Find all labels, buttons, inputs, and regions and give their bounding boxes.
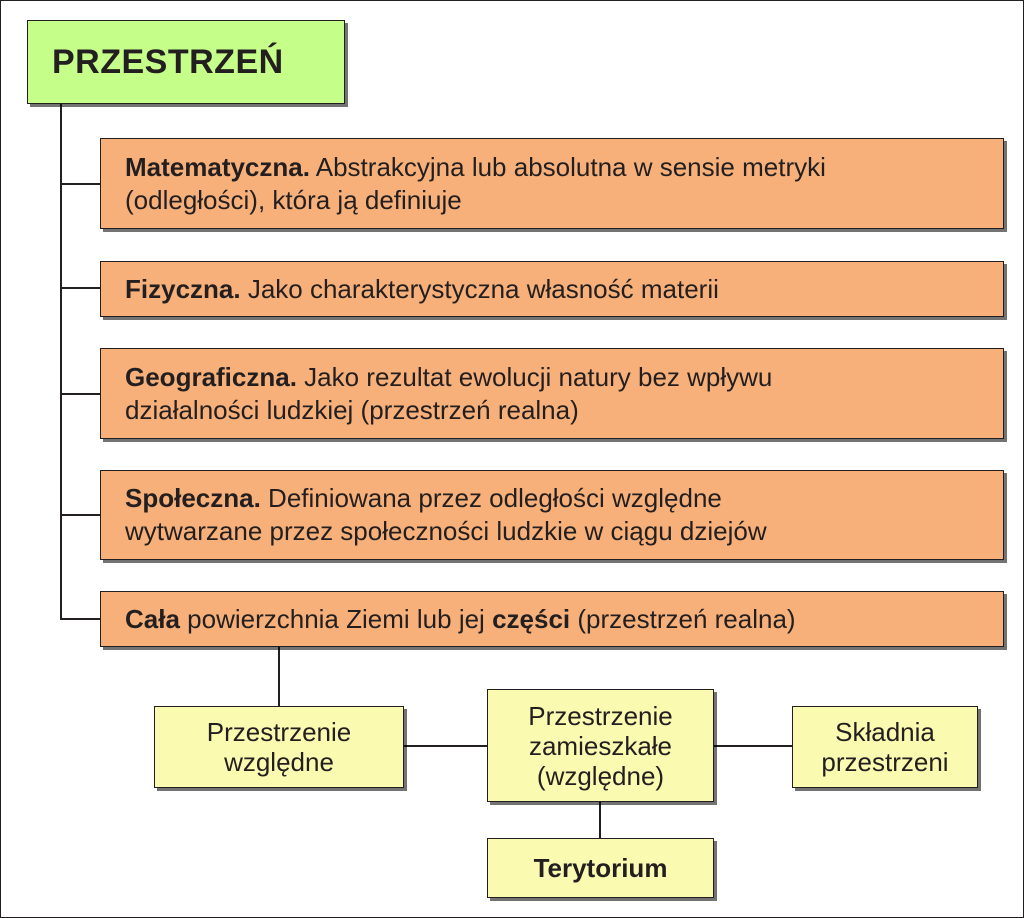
connector-earth-to-relative xyxy=(278,647,280,707)
components-line2: przestrzeni xyxy=(821,747,949,777)
title-text: PRZESTRZEŃ xyxy=(52,42,284,81)
connector-cala xyxy=(60,618,100,620)
category-desc-line1: Abstrakcyjna lub absolutna w sensie metryki xyxy=(309,151,826,182)
inhabited-line2: zamieszkałe xyxy=(528,730,673,761)
category-name: Matematyczna. xyxy=(125,151,310,182)
connector-geograficzna xyxy=(60,393,100,395)
connector-inhabited-to-territory xyxy=(599,802,601,839)
category-fizyczna xyxy=(100,261,1004,317)
territory-box xyxy=(487,838,714,898)
title-box xyxy=(27,20,345,104)
category-desc-line2: wytwarzane przez społeczności ludzkie w ciągu dziejów xyxy=(125,516,767,546)
earth-text-1: powierzchnia Ziemi lub jej xyxy=(179,603,493,634)
category-cala-powierzchnia xyxy=(100,591,1004,647)
category-spoleczna xyxy=(100,470,1004,560)
relative-line2: względne xyxy=(224,747,334,777)
category-name: Geograficzna. xyxy=(125,361,297,392)
category-matematyczna xyxy=(100,138,1004,229)
category-desc-line1: Jako charakterystyczna własność materii xyxy=(240,273,719,304)
inhabited-line1: Przestrzenie xyxy=(528,700,673,731)
category-geograficzna xyxy=(100,348,1004,439)
space-components-box xyxy=(792,706,978,788)
relative-spaces-box xyxy=(154,706,404,788)
connector-relative-to-inhabited xyxy=(404,745,488,747)
connector-spoleczna xyxy=(60,514,100,516)
earth-bold-1: Cała xyxy=(125,603,180,634)
category-desc-line2: działalności ludzkiej (przestrzeń realna) xyxy=(125,394,579,425)
category-desc-line1: Definiowana przez odległości względne xyxy=(260,483,722,513)
components-line1: Składnia xyxy=(835,717,935,747)
category-name: Społeczna. xyxy=(125,483,261,513)
inhabited-line3: (względne) xyxy=(536,760,665,791)
earth-text-2: (przestrzeń realna) xyxy=(570,603,796,634)
main-trunk-line xyxy=(60,104,62,620)
earth-bold-2: części xyxy=(492,603,571,634)
category-desc-line1: Jako rezultat ewolucji natury bez wpływu xyxy=(296,361,773,392)
territory-label: Terytorium xyxy=(533,853,668,883)
category-desc-line2: (odległości), która ją definiuje xyxy=(125,184,462,215)
connector-fizyczna xyxy=(60,287,100,289)
connector-inhabited-to-components xyxy=(714,745,792,747)
relative-line1: Przestrzenie xyxy=(206,717,352,747)
category-name: Fizyczna. xyxy=(125,273,241,304)
connector-matematyczna xyxy=(60,183,100,185)
inhabited-spaces-box xyxy=(487,689,714,802)
